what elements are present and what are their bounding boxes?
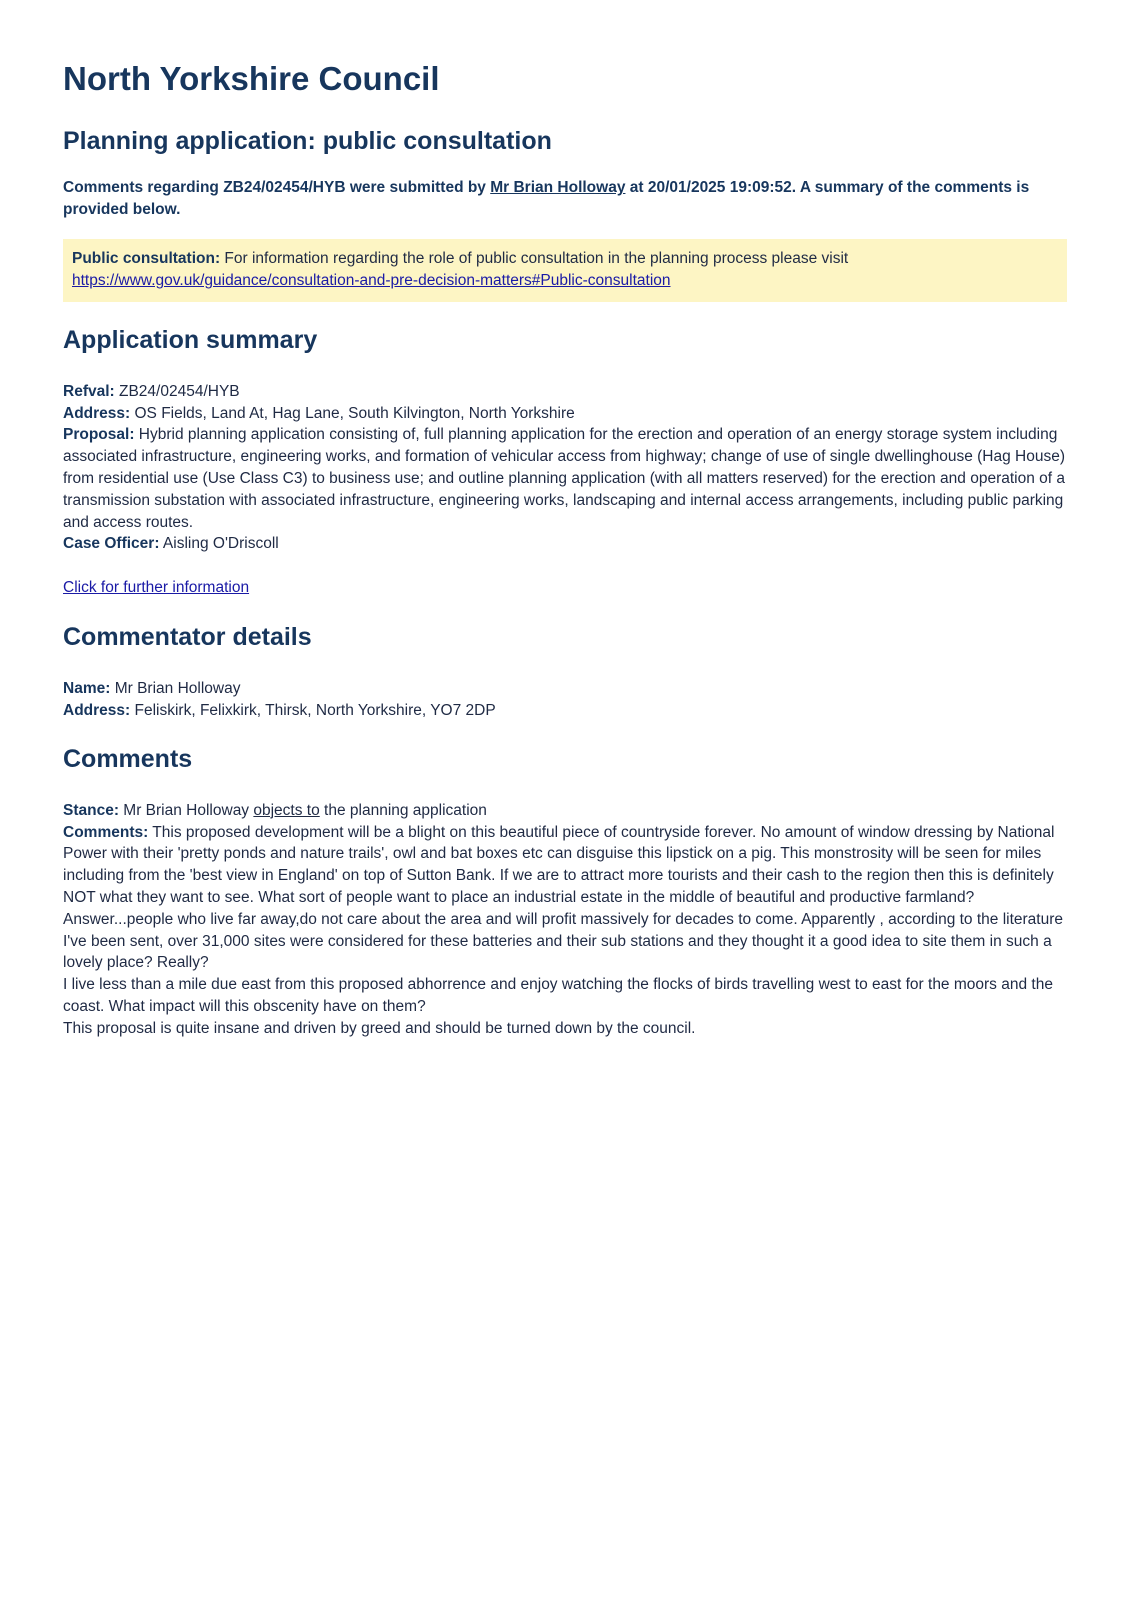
- submission-intro: [63, 177, 1067, 221]
- intro-text-end: at 20/01/2025 19:09:52. A summary of the comments is provided below.: [63, 179, 1030, 219]
- further-information-link[interactable]: Click for further information: [63, 579, 250, 597]
- notice-label: Public consultation:: [72, 250, 221, 268]
- refval-row: [63, 381, 1067, 403]
- stance-row: [63, 800, 1067, 822]
- comments-paragraph-1: [63, 822, 1067, 975]
- comments-paragraph-3: This proposal is quite insane and driven by greed and should be turned down by the council.: [63, 1019, 696, 1037]
- consultation-guidance-link[interactable]: https://www.gov.uk/guidance/consultation-and-pre-decision-matters#Public-consultation: [72, 272, 671, 290]
- application-summary-heading: Application summary: [63, 326, 318, 355]
- stance-label: Stance:: [63, 801, 119, 819]
- further-information: [63, 577, 1067, 599]
- stance-link[interactable]: objects to: [253, 801, 320, 819]
- commentator-name-link[interactable]: Mr Brian Holloway: [490, 179, 626, 197]
- commentator-name-label: Name:: [63, 679, 111, 697]
- comments-section: [63, 800, 1067, 1040]
- comments-label: Comments:: [63, 823, 149, 841]
- commentator-address-row: [63, 700, 1067, 722]
- page-heading: Planning application: public consultation: [63, 126, 552, 155]
- case-officer-row: [63, 533, 1067, 555]
- address-value: OS Fields, Land At, Hag Lane, South Kilvington, North Yorkshire: [130, 404, 575, 422]
- proposal-label: Proposal:: [63, 426, 135, 444]
- stance-text-end: the planning application: [319, 801, 487, 819]
- commentator-name-value: Mr Brian Holloway: [110, 679, 241, 697]
- council-title: North Yorkshire Council: [63, 60, 440, 97]
- commentator-details-heading: Commentator details: [63, 623, 312, 652]
- commentator-address-value: Feliskirk, Felixkirk, Thirsk, North Yorkshire, YO7 2DP: [130, 701, 496, 719]
- refval-label: Refval:: [63, 382, 115, 400]
- proposal-value: Hybrid planning application consisting of, full planning application for the erection and operation of an energy storage system including associated infrastructure, engineering works, and formation of vehicular access from highway; change of use of single dwellinghouse (Hag House) from residential use (Use Class C3) to business use; and outline planning application (with all matters reserved) for the erection and operation of a transmission substation with associated infrastructure, engineering works, landscaping and internal access arrangements, including public parking and access routes.: [63, 426, 1066, 531]
- intro-text-start: Comments regarding ZB24/02454/HYB were submitted by: [63, 179, 491, 197]
- application-summary: [63, 381, 1067, 555]
- comments-heading: Comments: [63, 745, 193, 774]
- public-consultation-notice: [63, 239, 1067, 302]
- commentator-details: [63, 678, 1067, 722]
- stance-text-start: Mr Brian Holloway: [119, 801, 254, 819]
- case-officer-label: Case Officer:: [63, 535, 160, 553]
- address-row: [63, 403, 1067, 425]
- refval-value: ZB24/02454/HYB: [114, 382, 240, 400]
- comments-text-1: This proposed development will be a blight on this beautiful piece of countryside forever. No amount of window dressing by National Power with their 'pretty ponds and nature trails', owl and bat boxes etc can disguise this lipstick on a pig. This monstrosity will be seen for miles including from the 'best view in England' on top of Sutton Bank. If we are to attract more tourists and their cash to the region then this is definitely NOT what they want to see. What sort of people want to place an industrial estate in the middle of beautiful and productive farmland? Answer...people who live far away,do not care about the area and will profit massively for decades to come. Apparently , according to the literature I've been sent, over 31,000 sites were considered for these batteries and their sub stations and they thought it a good idea to site them in such a lovely place? Really?: [63, 823, 1064, 972]
- proposal-row: [63, 424, 1067, 533]
- case-officer-value: Aisling O'Driscoll: [159, 535, 279, 553]
- notice-text: For information regarding the role of public consultation in the planning process please visit: [220, 250, 849, 268]
- commentator-address-label: Address:: [63, 701, 131, 719]
- commentator-name-row: [63, 678, 1067, 700]
- comments-paragraph-2: I live less than a mile due east from this proposed abhorrence and enjoy watching the flocks of birds travelling west to east for the moors and the coast. What impact will this obscenity have on them?: [63, 976, 1053, 1016]
- address-label: Address:: [63, 404, 131, 422]
